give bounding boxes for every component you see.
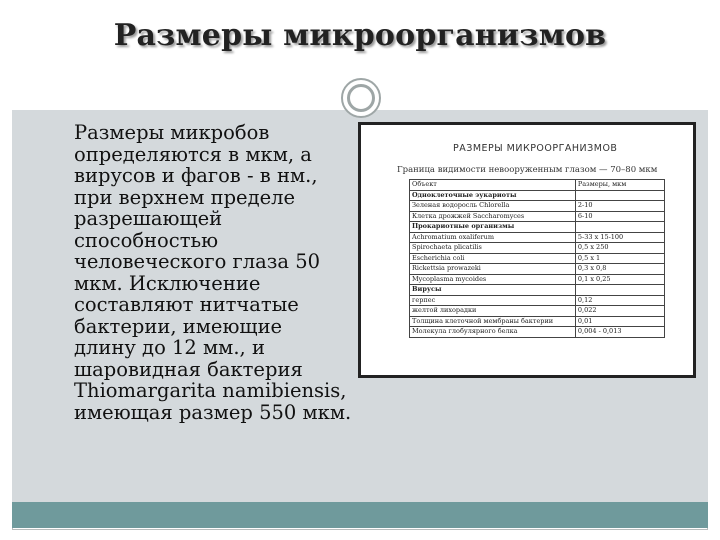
table-cell-object: герпес	[410, 295, 576, 306]
table-cell-size	[575, 222, 664, 233]
table-cell-object: Прокариотные организмы	[410, 222, 576, 233]
table-row	[410, 316, 665, 327]
table-row	[410, 285, 665, 296]
table-cell-object: Клетка дрожжей Saccharomyces	[410, 211, 576, 222]
table-cell-size: 0,5 x 1	[575, 253, 664, 264]
table-row	[410, 264, 665, 275]
table-cell-size: 0,5 x 250	[575, 243, 664, 254]
table-cell-object: Mycoplasma mycoides	[410, 274, 576, 285]
table-row	[410, 201, 665, 212]
table-image	[358, 122, 696, 378]
table-row	[410, 243, 665, 254]
body-text: Размеры микробов определяются в мкм, а вирусов и фагов - в нм., при верхнем пределе разрешающей способностью человеческого глаза 50 мкм. Исключение составляют нитчатые бактерии, имеющие длину до 12 мм., и шаровидная бактерия Thiomargarita namibiensis, имеющая размер 550 мкм.	[74, 121, 352, 424]
table-cell-size: 2-10	[575, 201, 664, 212]
table-cell-size	[575, 285, 664, 296]
table-cell-size	[575, 190, 664, 201]
ornament-circle-icon	[341, 78, 381, 118]
table-row	[410, 274, 665, 285]
table-row	[410, 232, 665, 243]
table-cell-size: 0,01	[575, 316, 664, 327]
table-cell-object: Молекула глобулярного белка	[410, 327, 576, 338]
slide-title: Размеры микроорганизмов	[113, 18, 607, 53]
table-cell-size: 0,022	[575, 306, 664, 317]
table-row	[410, 222, 665, 233]
table-heading: РАЗМЕРЫ МИКРООРГАНИЗМОВ	[453, 143, 618, 154]
bottom-bar	[12, 502, 708, 528]
table-cell-object: Achromatium oxaliferum	[410, 232, 576, 243]
table-cell-object: Толщина клеточной мембраны бактерии	[410, 316, 576, 327]
table-row	[410, 211, 665, 222]
table-cell-size: 0,3 x 0,8	[575, 264, 664, 275]
table-cell-size: 5-33 x 15-100	[575, 232, 664, 243]
table-cell-object: Одноклеточные эукариоты	[410, 190, 576, 201]
table-cell-object: Escherichia coli	[410, 253, 576, 264]
table-cell-object: Spirochaeta plicatilis	[410, 243, 576, 254]
column-header-object: Объект	[410, 180, 576, 191]
sizes-table	[409, 179, 665, 338]
table-cell-size: 0,1 x 0,25	[575, 274, 664, 285]
table-row	[410, 190, 665, 201]
table-cell-object: желтой лихорадки	[410, 306, 576, 317]
table-row	[410, 306, 665, 317]
table-row	[410, 327, 665, 338]
table-cell-object: Зеленая водоросль Chlorella	[410, 201, 576, 212]
table-cell-size: 0,12	[575, 295, 664, 306]
column-header-size: Размеры, мкм	[575, 180, 664, 191]
table-row	[410, 253, 665, 264]
table-cell-size: 6-10	[575, 211, 664, 222]
table-header-row	[410, 180, 665, 191]
table-cell-size: 0,004 - 0,013	[575, 327, 664, 338]
table-row	[410, 295, 665, 306]
table-subheading: Граница видимости невооруженным глазом — 70–80 мкм	[397, 165, 658, 175]
table-cell-object: Rickettsia prowazeki	[410, 264, 576, 275]
table-cell-object: Вирусы	[410, 285, 576, 296]
